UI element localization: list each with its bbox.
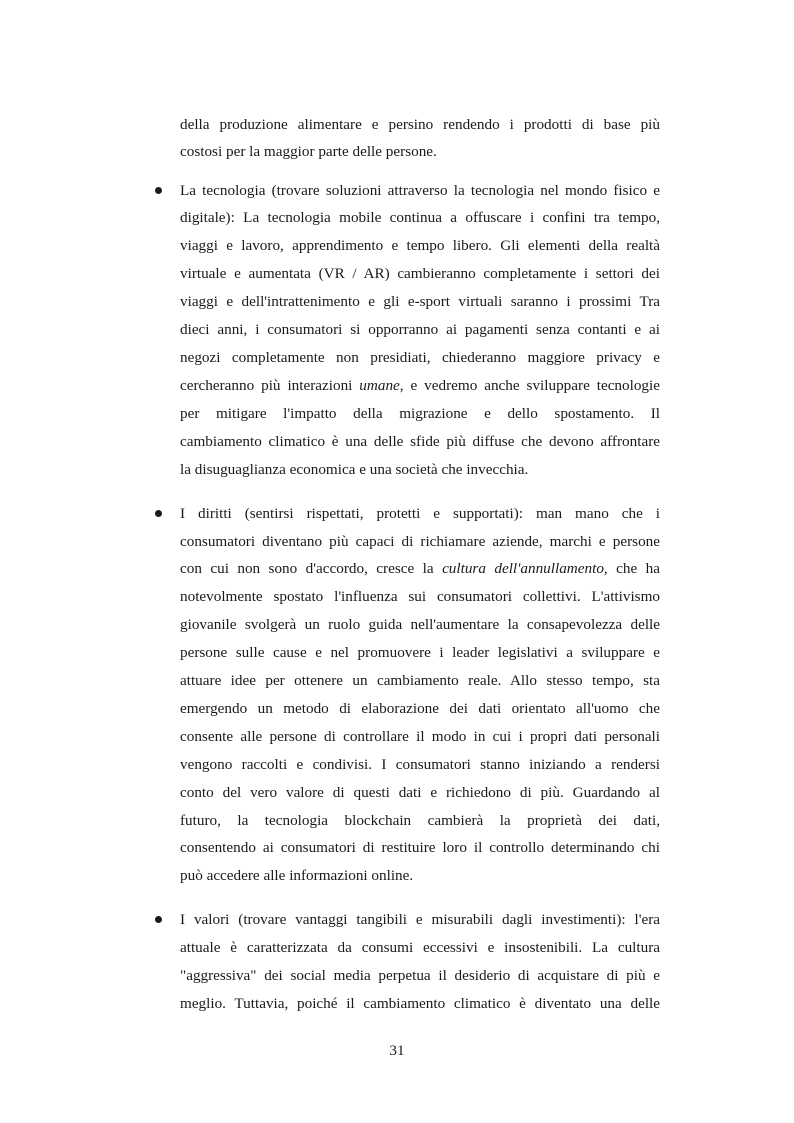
bullet-1-line: la disuguaglianza economica e una società che invecchia. [180, 461, 529, 478]
bullet-2-line: consente alle persone di controllare il modo in cui i propri dati personali [180, 728, 660, 745]
italic-phrase: umane [359, 377, 400, 394]
bullet-2-line: vengono raccolti e condivisi. I consumatori stanno iniziando a rendersi [180, 756, 660, 773]
bullet-2-line: futuro, la tecnologia blockchain cambierà la proprietà dei dati, [180, 812, 660, 829]
bullet-icon [155, 916, 162, 923]
bullet-1-line: per mitigare l'impatto della migrazione e dello spostamento. Il [180, 405, 660, 422]
bullet-1-line: negozi completamente non presidiati, chiederanno maggiore privacy e [180, 349, 660, 366]
bullet-2-line: consumatori diventano più capaci di richiamare aziende, marchi e persone [180, 533, 660, 550]
bullet-1-line: digitale): La tecnologia mobile continua a offuscare i confini tra tempo, [180, 209, 660, 226]
intro-line: della produzione alimentare e persino rendendo i prodotti di base più [180, 116, 660, 133]
bullet-2-line: con cui non sono d'accordo, cresce la cultura dell'annullamento, che ha [180, 560, 660, 577]
page-number: 31 [389, 1042, 405, 1059]
bullet-2-line: può accedere alle informazioni online. [180, 867, 414, 884]
bullet-2-line: attuare idee per ottenere un cambiamento reale. Allo stesso tempo, sta [180, 672, 660, 689]
bullet-icon [155, 510, 162, 517]
bullet-2-line: consentendo ai consumatori di restituire loro il controllo determinando chi [180, 839, 660, 856]
bullet-1-line: viaggi e dell'intrattenimento e gli e-sport virtuali saranno i prossimi Tra [180, 293, 660, 310]
bullet-3-line: I valori (trovare vantaggi tangibili e misurabili dagli investimenti): l'era [180, 911, 660, 928]
italic-phrase: cultura dell'annullamento [442, 560, 604, 577]
bullet-2-line: giovanile svolgerà un ruolo guida nell'aumentare la consapevolezza delle [180, 616, 660, 633]
bullet-3-line: meglio. Tuttavia, poiché il cambiamento climatico è diventato una delle [180, 995, 660, 1012]
bullet-3-line: "aggressiva" dei social media perpetua il desiderio di acquistare di più e [180, 967, 660, 984]
bullet-2-line: persone sulle cause e nel promuovere i leader legislativi a sviluppare e [180, 644, 660, 661]
bullet-1-line: cercheranno più interazioni umane, e vedremo anche sviluppare tecnologie [180, 377, 660, 394]
bullet-2-line: I diritti (sentirsi rispettati, protetti e supportati): man mano che i [180, 505, 660, 522]
bullet-2-line: notevolmente spostato l'influenza sui consumatori collettivi. L'attivismo [180, 588, 660, 605]
bullet-2-line: conto del vero valore di questi dati e richiedono di più. Guardando al [180, 784, 660, 801]
bullet-1-line: viaggi e lavoro, apprendimento e tempo libero. Gli elementi della realtà [180, 237, 660, 254]
bullet-icon [155, 187, 162, 194]
bullet-3-line: attuale è caratterizzata da consumi eccessivi e insostenibili. La cultura [180, 939, 660, 956]
bullet-2-line: emergendo un metodo di elaborazione dei dati orientato all'uomo che [180, 700, 660, 717]
bullet-1-line: La tecnologia (trovare soluzioni attraverso la tecnologia nel mondo fisico e [180, 182, 660, 199]
bullet-1-line: virtuale e aumentata (VR / AR) cambieranno completamente i settori dei [180, 265, 660, 282]
bullet-1-line: dieci anni, i consumatori si opporranno ai pagamenti senza contanti e ai [180, 321, 660, 338]
bullet-1-line: cambiamento climatico è una delle sfide più diffuse che devono affrontare [180, 433, 660, 450]
intro-line: costosi per la maggior parte delle persone. [180, 143, 437, 160]
